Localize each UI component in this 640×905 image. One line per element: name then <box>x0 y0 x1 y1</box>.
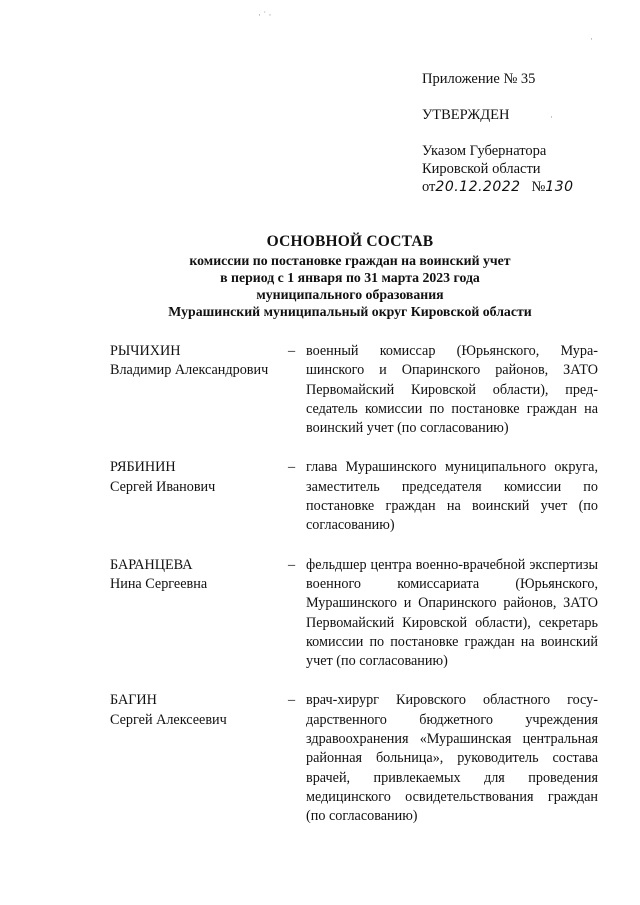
title-line-2: в период с 1 января по 31 марта 2023 года <box>220 270 480 285</box>
approval-block <box>422 70 622 196</box>
member-surname: БАГИН <box>110 692 157 709</box>
document-title: ОСНОВНОЙ СОСТАВ <box>266 233 434 250</box>
member-name <box>110 458 288 535</box>
member-surname: РЯБИНИН <box>110 459 176 476</box>
title-line-1: комиссии по постановке граждан на воинский учет <box>189 253 511 268</box>
member-name <box>110 691 288 826</box>
member-role: военный комиссар (Юрьянского, Мурашинского и Опаринского районов, ЗАТО Первомайский Кировской области), председатель комиссии по постановке граждан на воинский учет (по согласованию) <box>306 343 598 437</box>
member-given-names: Сергей Алексеевич <box>110 711 227 728</box>
appendix-number: Приложение № 35 <box>422 71 536 87</box>
member-surname: РЫЧИХИН <box>110 343 181 359</box>
member-entry <box>110 691 598 826</box>
scan-speck: · <box>590 34 593 44</box>
member-dash: – <box>288 692 296 709</box>
member-given-names: Сергей Иванович <box>110 478 216 495</box>
member-name <box>110 556 288 672</box>
handwritten-number: 130 <box>545 179 574 195</box>
member-dash: – <box>288 343 296 359</box>
scan-speck: · ˙ · <box>258 10 272 20</box>
member-entry <box>110 342 598 438</box>
date-prefix: от <box>422 179 436 195</box>
decree-line-1: Указом Губернатора <box>422 143 547 159</box>
member-name <box>110 342 288 438</box>
number-prefix: № <box>531 179 546 195</box>
member-dash: – <box>288 556 296 573</box>
document-title-block <box>60 232 640 320</box>
member-role: врач-хирург Кировского областного государственного бюджетного учреждения здравоохранения «Мурашинская центральная районная больница», руководитель состава врачей, привлекаемых для проведения медицинского освидетельствования граждан (по согласованию) <box>306 692 598 825</box>
member-surname: БАРАНЦЕВА <box>110 556 193 573</box>
decree-date-row <box>422 178 622 196</box>
member-dash: – <box>288 459 296 476</box>
decree-line-2: Кировской области <box>422 161 541 177</box>
member-given-names: Нина Сергеевна <box>110 575 208 592</box>
scan-speck: · <box>550 112 553 122</box>
approved-label: УТВЕРЖДЕН <box>422 107 510 123</box>
title-line-4: Мурашинский муниципальный округ Кировской области <box>168 304 532 319</box>
member-entry <box>110 458 598 535</box>
member-given-names: Владимир Александрович <box>110 362 269 379</box>
handwritten-date: 20.12.2022 <box>435 179 521 195</box>
member-list <box>110 342 598 827</box>
member-entry <box>110 556 598 672</box>
member-role: фельдшер центра военно-врачебной экспертизы военного комиссариата (Юрьянского, Мурашинского и Опаринского районов, ЗАТО Первомайский Кировской области), секретарь комиссии по постановке граждан на воинский учет (по согласованию) <box>306 556 598 670</box>
member-role: глава Мурашинского муниципального округа, заместитель председателя комиссии по постановке граждан на воинский учет (по согласованию) <box>306 459 598 534</box>
title-line-3: муниципального образования <box>256 287 444 302</box>
